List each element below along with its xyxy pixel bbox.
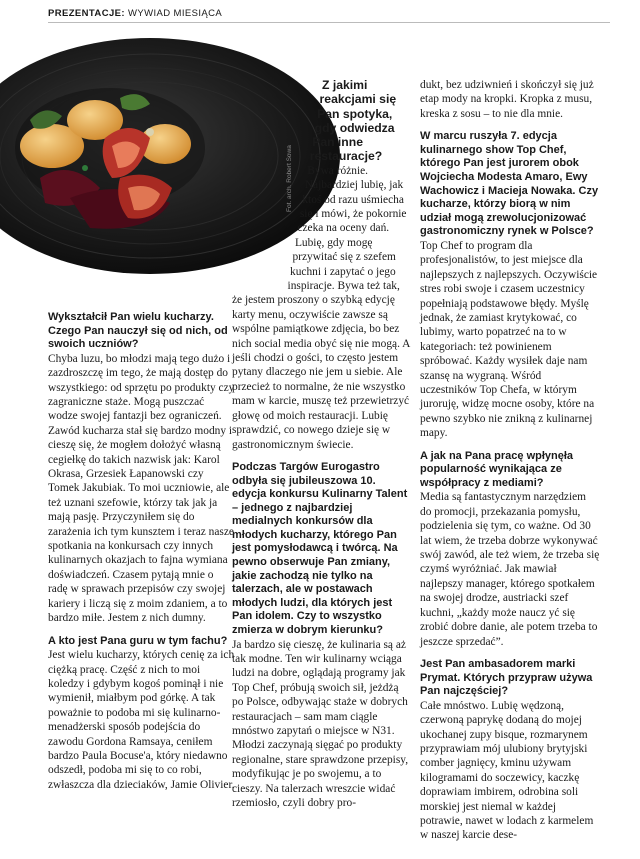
question-students: Wykształcił Pan wielu kucharzy. Czego Pan nauczył się od nich, od swoich uczniów? [48,311,228,351]
answer-students: Chyba luzu, bo młodzi mają tego dużo i zazdroszczę im tego, że mają dostęp do wszystkiego: od sprzętu po produkty czy zagraniczne staże. Mogą puszczać wodze swojej fantazji bez ograniczeń. Zawód kucharza stał się bardzo modny i cieszę się, że mogłem dołożyć własną cegiełkę do takich nazwisk jak: Karol Okrasa, Grzesiek Łapanowski czy Tomek Jakubiak. To moi uczniowie, ale też uznani szefowie, którzy tak jak ja mają pasję. Przyczyniłem się do zarażenia ich tym kunsztem i teraz nasze spotkania na konkursach czy innych kulinarnych okazjach to fajna wymiana doświadczeń. Czasem pytają mnie o radę w sprawach przepisów czy swojej kariery i liczą się z moim zdaniem, a to bardzo miłe. Jestem z nich dumny. [48,352,235,625]
subsection-label: WYWIAD MIESIĄCA [127,8,223,19]
column-3 [420,78,600,843]
photo-credit: Fot. arch. Robert Sowa [286,145,293,212]
section-label: PREZENTACJE: [48,8,125,19]
question-guru: A kto jest Pana guru w tym fachu? [48,634,228,647]
header-divider [48,22,610,23]
question-top-chef: W marcu ruszyła 7. edycja kulinarnego show Top Chef, którego Pan jest jurorem obok Wojciecha Modesta Amaro, Ewy Wachowicz i Macieja Nowaka. Czy kucharze, którzy biorą w nim udział mogą zrewolucjonizować gastronomiczny rynek w Polsce? [420,130,599,238]
column-1 [48,311,235,792]
question-reactions: Z jakimi reakcjami się Pan spotyka, gdy odwiedza Pan inne restauracje? [309,78,397,164]
answer-top-chef: Top Chef to program dla profesjonalistów, to jest miejsce dla najlepszych z najlepszych. Oczywiście stres robi swoje i czasem uczestnicy popełniają podstawowe błędy. Myślę jednak, że zamiast krytykować, co lubimy, warto popatrzeć na to w kategoriach: też powinienem spróbować. Każdy wysiłek daje nam szansę na wygraną. Wśród uczestników Top Chefa, w którym juroruję, widzę mocne osoby, które na pewno szybko nie znikną z kulinarnej mapy. [420,239,598,440]
answer-media: Media są fantastycznym narzędziem do promocji, przekazania pomysłu, podzielenia się tym, co ważne. Od 30 lat wiem, że trzeba dobrze wykonywać swój zawód, ale też wiem, że trzeba się czymś wyróżniać. Jak mawiał najlepszy manager, którego spotkałem na swojej drodze, austriacki szef kuchni, „każdy może naucz yć się zrobić dobre danie, ale potem trzeba to jeszcze sprzedać”. [420,491,600,648]
answer-guru: Jest wielu kucharzy, których cenię za ich ciężką pracę. Część z nich to moi koledzy i gdybym kogoś pominął i nie wymienił, miałbym pod górkę. A tak poważnie to podoba mi się kulinarno-menadżerski sposób podejścia do zawodu Gordona Ramsaya, ceniłem bardzo Paula Bocuse'a, który niedawno odszedł, podoba mi się to co robi, zwłaszcza dla dzieciaków, Jamie Olivier. [48,649,235,791]
question-media: A jak na Pana pracę wpłynęła popularność wynikająca ze współpracy z mediami? [420,449,574,489]
answer-continued: dukt, bez udziwnień i skończył się już etap mody na kropki. Kropka z musu, kreska z sosu – to nie dla mnie. [420,79,594,120]
section-header [48,8,222,19]
question-prymat: Jest Pan ambasadorem marki Prymat. Których przypraw używa Pan najczęściej? [420,657,593,698]
column-2 [232,78,412,811]
question-kulinarny-talent: Podczas Targów Eurogastro odbyła się jubileuszowa 10. edycja konkursu Kulinarny Talent – jednego z najbardziej medialnych konkursów dla młodych kucharzy, którego Pan jest pomysłodawcą i twórcą. Na pewno obserwuje Pan zmiany, jakie zachodzą nie tylko na talerzach, ale w postawach młodych ludzi, dla których jest Pan idolem. Czy to wszystko zmierza w dobrym kierunku? [232,460,408,637]
answer-reactions: Bywa różnie. Najbardziej lubię, jak ktoś od razu uśmiecha się i mówi, że pokornie czeka na oceny dań. Lubię, gdy mogę przywitać się z szefem kuchni i zapytać o jego inspiracje. Bywa też tak, że jestem proszony o szybką edycję karty menu, oczywiście zawsze są wspólne pamiątkowe zdjęcia, bo bez nich social media obyć się nie mogą. A jeśli chodzi o gości, to często jestem pytany dlaczego nie jem u siebie. Ale przecież to normalne, że nie wszystko mam w karcie, muszę też przewietrzyć głowę od moich restauracji. Lubię sprawdzić, co nowego dzieje się w gastronomicznym świecie. [232,164,410,451]
answer-prymat: Całe mnóstwo. Lubię wędzoną, czerwoną paprykę dodaną do mojej ukochanej zupy bisque, rozmarynem przyprawiam mój ulubiony brytyjski comber jagnięcy, kminu używam kilogramami do soczewicy, kaczkę doprawiam imbirem, odrobina soli morskiej jest niemal w każdej potrawie, nawet w lodach z karmelem w naszej karcie dese- [420,699,594,842]
answer-kulinarny-talent: Ja bardzo się cieszę, że kulinaria są aż tak modne. Ten wir kulinarny wciąga ludzi na dobre, oglądają programy jak Top Chef, próbują swoich sił, jeżdżą po Polsce, odbywając staże w dobrych restauracjach – sam mam ciągle mnóstwo zapytań o miejsce w N31. Młodzi zaczynają sięgać po produkty regionalne, stare sprawdzone przepisy, modyfikując je po swojemu, a to cieszy. Na talerzach wreszcie widać rzemiosło, czyli dobry pro- [232,638,409,810]
